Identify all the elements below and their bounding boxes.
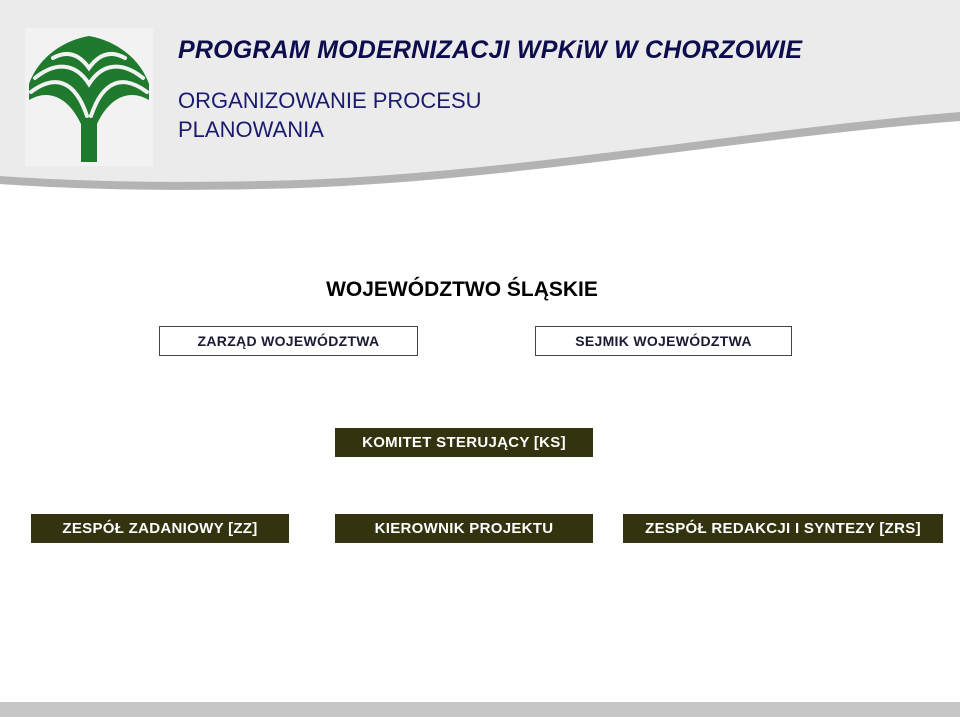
box-sejmik-wojewodztwa: SEJMIK WOJEWÓDZTWA (535, 326, 792, 356)
box-komitet-sterujacy: KOMITET STERUJĄCY [KS] (335, 428, 593, 457)
box-zespol-redakcji: ZESPÓŁ REDAKCJI I SYNTEZY [ZRS] (623, 514, 943, 543)
program-subtitle (178, 86, 482, 144)
box-kierownik-projektu: KIEROWNIK PROJEKTU (335, 514, 593, 543)
subtitle-line-2: PLANOWANIA (178, 117, 324, 142)
box-zarzad-wojewodztwa: ZARZĄD WOJEWÓDZTWA (159, 326, 418, 356)
subtitle-line-1: ORGANIZOWANIE PROCESU (178, 88, 482, 113)
footer-bar (0, 702, 960, 717)
org-chart-top-label: WOJEWÓDZTWO ŚLĄSKIE (326, 278, 598, 301)
program-title: PROGRAM MODERNIZACJI WPKiW W CHORZOWIE (178, 36, 803, 64)
box-zespol-zadaniowy: ZESPÓŁ ZADANIOWY [ZZ] (31, 514, 289, 543)
wpkiw-logo (25, 28, 153, 166)
